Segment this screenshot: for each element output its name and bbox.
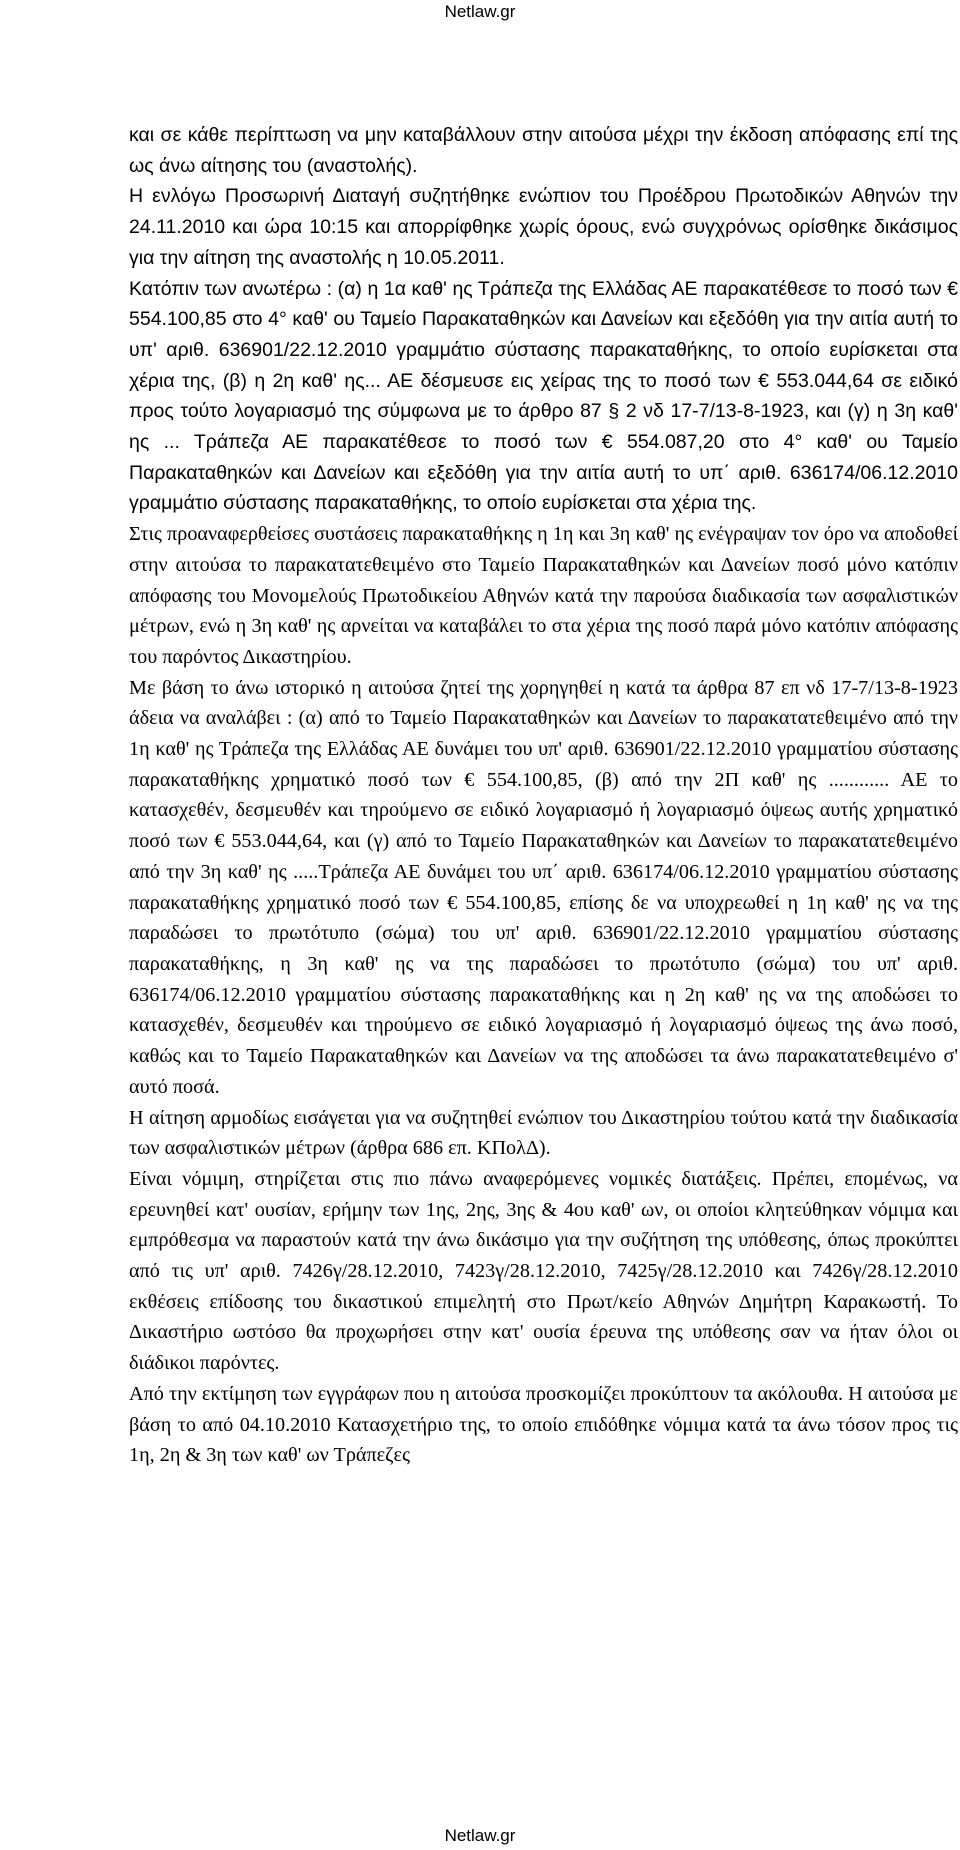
paragraph-evidence: Από την εκτίμηση των εγγράφων που η αιτούσα προσκομίζει προκύπτουν τα ακόλουθα. Η αιτούσα με βάση το από 04.10.2010 Κατασχετήριο της, το οποίο επιδόθηκε νόμιμα κατά τα άνω τόσον προς τις 1η, 2η & 3η των καθ' ων Τράπεζες [129,1382,958,1467]
site-footer: Netlaw.gr [444,1826,516,1845]
site-header: Netlaw.gr [444,2,516,21]
paragraph-legality: Είναι νόμιμη, στηρίζεται στις πιο πάνω αναφερόμενες νομικές διατάξεις. Πρέπει, επομένως, να ερευνηθεί κατ' ουσίαν, ερήμην των 1ης, 2ης, 3ης & 4ου καθ' ων, οι οποίοι κλητεύθηκαν νόμιμα και εμπρόθεσμα να παραστούν κατά την άνω δικάσιμο για την συζήτηση της υπόθεσης, όπως προκύπτει από τις υπ' αριθ. 7426γ/28.12.2010, 7423γ/28.12.2010, 7425γ/28.12.2010 και 7426γ/28.12.2010 εκθέσεις επίδοσης του δικαστικού επιμελητή στο Πρωτ/κείο Αθηνών Δημήτρη Καρακωστή. Το Δικαστήριο ωστόσο θα προχωρήσει στην κατ' ουσία έρευνα της υπόθεσης σαν να ήταν όλοι οι διάδικοι παρόντες. [129,1167,958,1375]
paragraph-request: Με βάση το άνω ιστορικό η αιτούσα ζητεί της χορηγηθεί η κατά τα άρθρα 87 επ νδ 17-7/13-8-1923 άδεια να αναλάβει : (α) από το Ταμείο Παρακαταθηκών και Δανείων το παρακατατεθειμένο από την 1η καθ' ης Τράπεζα της Ελλάδας ΑΕ δυνάμει του υπ' αριθ. 636901/22.12.2010 γραμματίου σύστασης παρακαταθήκης χρηματικό ποσό των € 554.100,85, (β) από την 2Π καθ' ης ............ ΑΕ το κατασχεθέν, δεσμευθέν και τηρούμενο σε ειδικό λογαριασμό ή λογαριασμό όψεως αυτής χρηματικό ποσό των € 553.044,64, και (γ) από το Ταμείο Παρακαταθηκών και Δανείων το παρακατατεθειμένο από την 3η καθ' ης .....Τράπεζα ΑΕ δυνάμει του υπ΄ αριθ. 636174/06.12.2010 γραμματίου σύστασης παρακαταθήκης χρηματικό ποσό των € 554.100,85, επίσης δε να υποχρεωθεί η 1η καθ' ης να της παραδώσει το πρωτότυπο (σώμα) του υπ' αριθ. 636901/22.12.2010 γραμματίου σύστασης παρακαταθήκης, η 3η καθ' ης να της παραδώσει το πρωτότυπο (σώμα) του υπ' αριθ. 636174/06.12.2010 γραμματίου σύστασης παρακαταθήκης και η 2η καθ' ης να της αποδώσει το κατασχεθέν, δεσμευθέν και τηρούμενο σε ειδικό λογαριασμό ή λογαριασμό όψεως της άνω ποσό, καθώς και το Ταμείο Παρακαταθηκών και Δανείων να της αποδώσει τα άνω παρακατατεθειμένο σ' αυτό ποσά. [129,676,958,1098]
paragraph-provisional-order: Η ενλόγω Προσωρινή Διαταγή συζητήθηκε ενώπιον του Προέδρου Πρωτοδικών Αθηνών την 24.11.2010 και ώρα 10:15 και απορρίφθηκε χωρίς όρους, ενώ συγχρόνως ορίσθηκε δικάσιμος για την αίτηση της αναστολής η 10.05.2011. [129,185,958,269]
paragraph-deposits: Κατόπιν των ανωτέρω : (α) η 1α καθ' ης Τράπεζα της Ελλάδας ΑΕ παρακατέθεσε το ποσό των € 554.100,85 στο 4° καθ' ου Ταμείο Παρακαταθηκών και Δανείων και εξεδόθη για την αιτία αυτή το υπ' αριθ. 636901/22.12.2010 γραμμάτιο σύστασης παρακαταθήκης, το οποίο ευρίσκεται στα χέρια της, (β) η 2η καθ' ης... ΑΕ δέσμευσε εις χείρας της το ποσό των € 553.044,64 σε ειδικό προς τούτο λογαριασμό της σύμφωνα με το άρθρο 87 § 2 νδ 17-7/13-8-1923, και (γ) η 3η καθ' ης ... Τράπεζα ΑΕ παρακατέθεσε το ποσό των € 554.087,20 στο 4° καθ' ου Ταμείο Παρακαταθηκών και Δανείων και εξεδόθη για την αιτία αυτή το υπ΄ αριθ. 636174/06.12.2010 γραμμάτιο σύστασης παρακαταθήκης, το οποίο ευρίσκεται στα χέρια της. [129,277,958,515]
paragraph-stay-request: και σε κάθε περίπτωση να μην καταβάλλουν στην αιτούσα μέχρι την έκδοση απόφασης επί της ως άνω αίτησης του (αναστολής). [129,124,958,177]
document-body [129,120,958,1471]
paragraph-deposit-terms: Στις προαναφερθείσες συστάσεις παρακαταθήκης η 1η και 3η καθ' ης ενέγραψαν τον όρο να αποδοθεί στην αιτούσα το παρακατατεθειμένο στο Ταμείο Παρακαταθηκών και Δανείων ποσό μόνο κατόπιν απόφασης του Μονομελούς Πρωτοδικείου Αθηνών κατά την παρούσα διαδικασία των ασφαλιστικών μέτρων, ενώ η 3η καθ' ης αρνείται να καταβάλει το στα χέρια της ποσό παρά μόνο κατόπιν απόφασης του παρόντος Δικαστηρίου. [129,523,958,668]
paragraph-jurisdiction: Η αίτηση αρμοδίως εισάγεται για να συζητηθεί ενώπιον του Δικαστηρίου τούτου κατά την διαδικασία των ασφαλιστικών μέτρων (άρθρα 686 επ. ΚΠολΔ). [129,1106,958,1160]
